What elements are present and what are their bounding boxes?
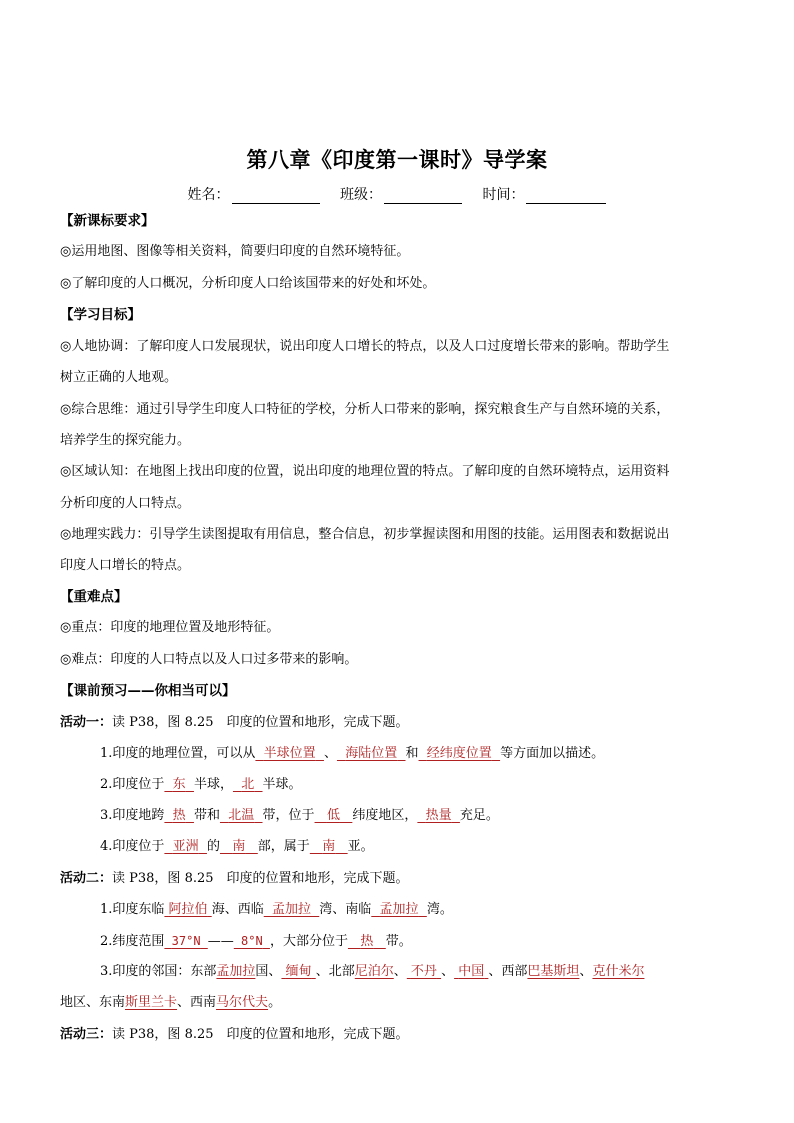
activity-2-intro [60,870,409,888]
class-label: 班级： [340,187,382,203]
answer-blank[interactable]: 经纬度位置 [426,746,492,761]
goal-item-line: ◎人地协调：了解印度人口发展现状，说出印度人口增长的特点，以及人口过度增长带来的影响。帮助学生 [60,339,670,354]
answer-blank[interactable]: 斯里兰卡 [125,995,178,1010]
section-heading-goals: 【学习目标】 [60,307,141,323]
student-info-row [0,184,794,204]
activity-3-label: 活动三： [60,1027,113,1042]
time-field[interactable] [482,184,606,204]
section-heading-keypoints: 【重难点】 [60,589,128,605]
question-text: 和 [405,746,419,761]
question-text: 、 [323,746,337,761]
question-text: 纬度地区， [352,808,418,823]
question-text: 3.印度地跨 [100,808,165,823]
answer-blank[interactable]: 热量 [425,808,452,823]
question-text: 带和 [193,808,220,823]
answer-blank[interactable]: 热 [360,934,374,949]
curriculum-item: ◎了解印度的人口概况，分析印度人口给该国带来的好处和坏处。 [60,276,436,291]
answer-blank[interactable]: 尼泊尔 [354,964,394,979]
answer-blank[interactable]: 巴基斯坦 [527,964,580,979]
question-text: 湾。 [426,902,453,917]
question-text: 地区、东南 [60,995,126,1010]
question-text: 等方面加以描述。 [500,746,605,761]
activity-2-question-2 [100,932,412,951]
name-field[interactable] [188,184,320,204]
activity-1-question-3 [100,807,499,825]
keypoint-item: ◎重点：印度的地理位置及地形特征。 [60,620,280,635]
activity-2-question-3-line-2 [60,994,281,1012]
answer-blank[interactable]: 不丹 [410,964,437,979]
question-text: 半球， [193,777,233,792]
answer-blank[interactable]: 热 [172,808,186,823]
question-text: 、北部 [315,964,355,979]
answer-blank[interactable]: 南 [232,839,246,854]
question-text: 、 [393,964,407,979]
activity-1-question-2 [100,776,302,794]
answer-blank[interactable]: 北 [241,777,255,792]
class-field[interactable] [340,184,462,204]
goal-item-line: 分析印度的人口特点。 [60,496,191,511]
activity-3-intro [60,1026,409,1044]
keypoint-item: ◎难点：印度的人口特点以及人口过多带来的影响。 [60,652,358,667]
answer-blank[interactable]: 孟加拉 [271,902,311,917]
activity-1-question-4 [100,838,374,856]
answer-blank[interactable]: 阿拉伯 [168,902,208,917]
activity-1-question-1 [100,745,604,763]
activity-2-text: 读 P38，图 8.25 印度的位置和地形，完成下题。 [112,871,409,886]
activity-2-question-1 [100,901,453,919]
answer-blank[interactable]: 37°N [171,934,201,948]
goal-item-line: 印度人口增长的特点。 [60,558,191,573]
answer-blank[interactable]: 马尔代夫 [216,995,269,1010]
question-text: 。 [268,995,282,1010]
answer-blank[interactable]: 海陆位置 [345,746,398,761]
question-text: 、 [441,964,455,979]
question-text: 2.纬度范围 [100,934,165,949]
question-text: 湾、南临 [319,902,372,917]
question-text: 、西部 [488,964,528,979]
question-text: —— [207,934,234,949]
time-label: 时间： [482,187,525,203]
answer-blank[interactable]: 南 [322,839,336,854]
goal-item-line: ◎综合思维：通过引导学生印度人口特征的学校，分析人口带来的影响，探究粮食生产与自然环境的关系， [60,402,670,417]
answer-blank[interactable]: 东 [172,777,186,792]
time-blank[interactable] [526,189,606,204]
activity-3-text: 读 P38，图 8.25 印度的位置和地形，完成下题。 [112,1027,409,1042]
answer-blank[interactable]: 克什米尔 [592,964,645,979]
activity-1-text: 读 P38，图 8.25 印度的位置和地形，完成下题。 [112,715,409,730]
activity-1-label: 活动一： [60,715,113,730]
question-text: 海、西临 [211,902,264,917]
question-text: 1.印度的地理位置，可以从 [100,746,256,761]
question-text: 部，属于 [257,839,310,854]
question-text: 半球。 [262,777,302,792]
activity-1-intro [60,714,409,732]
class-blank[interactable] [384,189,462,204]
question-text: 充足。 [459,808,499,823]
question-text: 4.印度位于 [100,839,165,854]
question-text: 带，位于 [262,808,315,823]
question-text: 3.印度的邻国：东部 [100,964,217,979]
question-text: 、 [579,964,593,979]
answer-blank[interactable]: 孟加拉 [379,902,419,917]
answer-blank[interactable]: 8°N [241,934,263,948]
goal-item-line: ◎区域认知：在地图上找出印度的位置，说出印度的地理位置的特点。了解印度的自然环境特点，运用资料 [60,464,670,479]
goal-item-line: ◎地理实践力：引导学生读图提取有用信息，整合信息，初步掌握读图和用图的技能。运用图表和数据说出 [60,527,670,542]
curriculum-item: ◎运用地图、图像等相关资料，简要归印度的自然环境特征。 [60,244,410,259]
answer-blank[interactable]: 低 [326,808,340,823]
activity-2-label: 活动二： [60,871,113,886]
answer-blank[interactable]: 半球位置 [263,746,316,761]
page-title: 第八章《印度第一课时》导学案 [246,148,548,172]
answer-blank[interactable]: 亚洲 [172,839,199,854]
answer-blank[interactable]: 孟加拉 [216,964,256,979]
question-text: 2.印度位于 [100,777,165,792]
question-text: 亚。 [347,839,374,854]
question-text: 1.印度东临 [100,902,165,917]
goal-item-line: 树立正确的人地观。 [60,370,178,385]
answer-blank[interactable]: 北温 [228,808,255,823]
question-text: 国、 [255,964,282,979]
question-text: 带。 [385,934,412,949]
name-label: 姓名： [187,187,230,203]
section-heading-preview: 【课前预习——你相当可以】 [60,683,236,699]
answer-blank[interactable]: 中国 [458,964,485,979]
goal-item-line: 培养学生的探究能力。 [60,433,191,448]
answer-blank[interactable]: 缅甸 [285,964,312,979]
question-text: 的 [206,839,220,854]
section-heading-curriculum: 【新课标要求】 [60,213,155,229]
question-text: ，大部分位于 [269,934,348,949]
activity-2-question-3-line-1 [100,963,644,981]
name-blank[interactable] [232,189,320,204]
question-text: 、西南 [177,995,217,1010]
